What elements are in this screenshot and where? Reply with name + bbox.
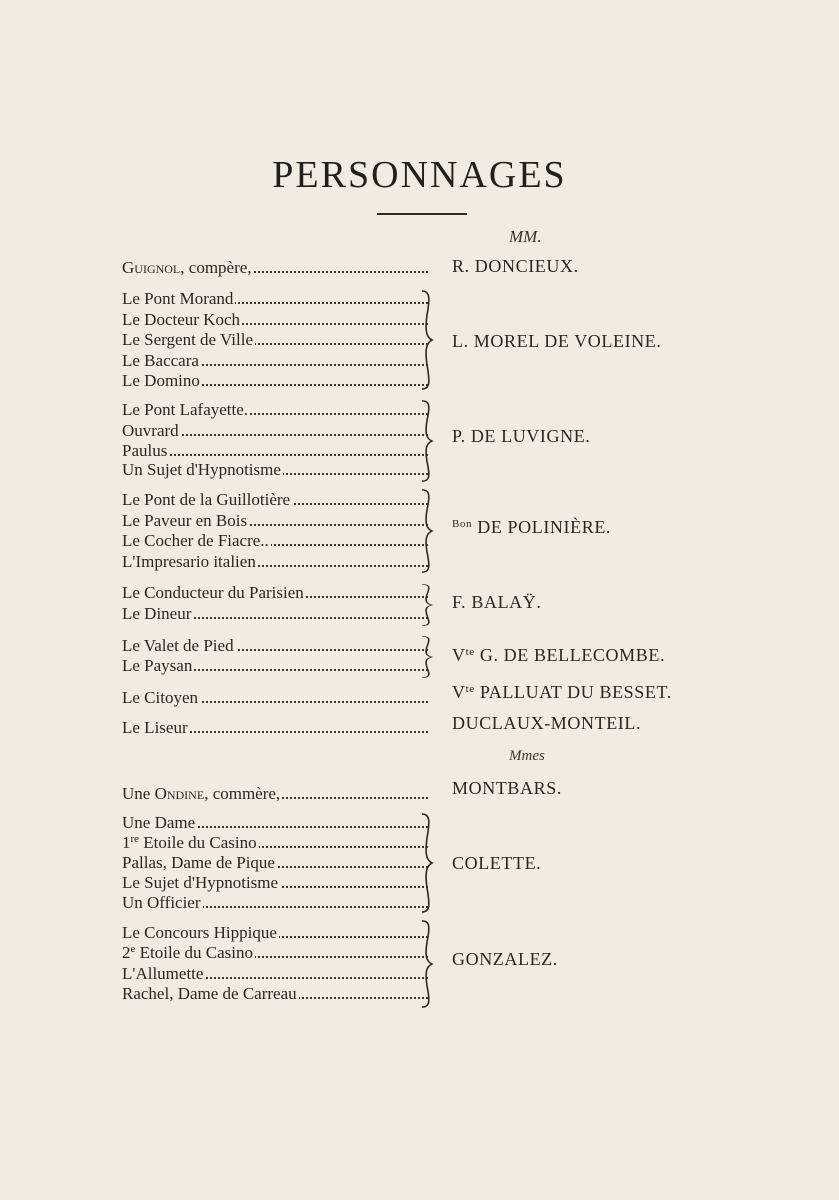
role-row: L'Allumette — [122, 964, 432, 984]
actor-name: $V^{te}$ PALLUAT DU BESSET. — [452, 682, 672, 702]
role-row: 1re Etoile du Casino — [122, 833, 432, 853]
role-row: 2e Etoile du Casino — [122, 943, 432, 963]
role-row: Le Pont Lafayette. — [122, 400, 432, 420]
role-row: Le Concours Hippique — [122, 923, 432, 943]
role-row: Le Citoyen — [122, 688, 432, 708]
actor-name: F. BALAŸ. — [452, 592, 542, 612]
actor-name: MONTBARS. — [452, 778, 562, 798]
page-title: PERSONNAGES — [272, 154, 567, 196]
role-row: Le Valet de Pied — [122, 636, 432, 656]
role-row: Le Conducteur du Parisien — [122, 583, 432, 603]
role-row: Le Pont de la Guillotière — [122, 490, 432, 510]
role-row: Une Ondine, commère, — [122, 784, 432, 804]
role-row: Paulus — [122, 441, 432, 461]
grouping-brace — [420, 813, 434, 913]
role-row: Guignol, compère, — [122, 258, 432, 278]
grouping-brace — [420, 636, 434, 678]
role-row: Le Paysan — [122, 656, 432, 676]
actor-name: L. MOREL DE VOLEINE. — [452, 331, 662, 351]
grouping-brace — [420, 400, 434, 482]
role-row: Le Domino — [122, 371, 432, 391]
actor-name: $^{Bon}$ DE POLINIÈRE. — [452, 517, 612, 537]
role-row: Un Officier — [122, 893, 432, 913]
role-row: Une Dame — [122, 813, 432, 833]
actor-name: GONZALEZ. — [452, 949, 558, 969]
role-row: Le Cocher de Fiacre.. — [122, 531, 432, 551]
role-row: Ouvrard — [122, 421, 432, 441]
role-row: Le Dineur — [122, 604, 432, 624]
role-row: L'Impresario italien — [122, 552, 432, 572]
grouping-brace — [420, 290, 434, 390]
title-rule — [377, 213, 467, 215]
role-row: Pallas, Dame de Pique — [122, 853, 432, 873]
role-row: Le Sujet d'Hypnotisme — [122, 873, 432, 893]
actor-name: P. DE LUVIGNE. — [452, 426, 591, 446]
section-label-mmes: Mmes — [509, 748, 545, 764]
grouping-brace — [420, 584, 434, 626]
role-row: Le Sergent de Ville — [122, 330, 432, 350]
role-row: Le Paveur en Bois — [122, 511, 432, 531]
actor-name: COLETTE. — [452, 853, 542, 873]
grouping-brace — [420, 920, 434, 1008]
role-row: Un Sujet d'Hypnotisme — [122, 460, 432, 480]
role-row: Le Liseur — [122, 718, 432, 738]
role-row: Le Baccara — [122, 351, 432, 371]
actor-name: R. DONCIEUX. — [452, 256, 579, 276]
role-row: Le Docteur Koch — [122, 310, 432, 330]
section-label-mm: MM. — [509, 227, 542, 246]
grouping-brace — [420, 489, 434, 573]
actor-name: $V^{te}$ G. DE BELLECOMBE. — [452, 645, 666, 665]
role-row: Rachel, Dame de Carreau — [122, 984, 432, 1004]
role-row: Le Pont Morand — [122, 289, 432, 309]
actor-name: DUCLAUX-MONTEIL. — [452, 713, 642, 733]
